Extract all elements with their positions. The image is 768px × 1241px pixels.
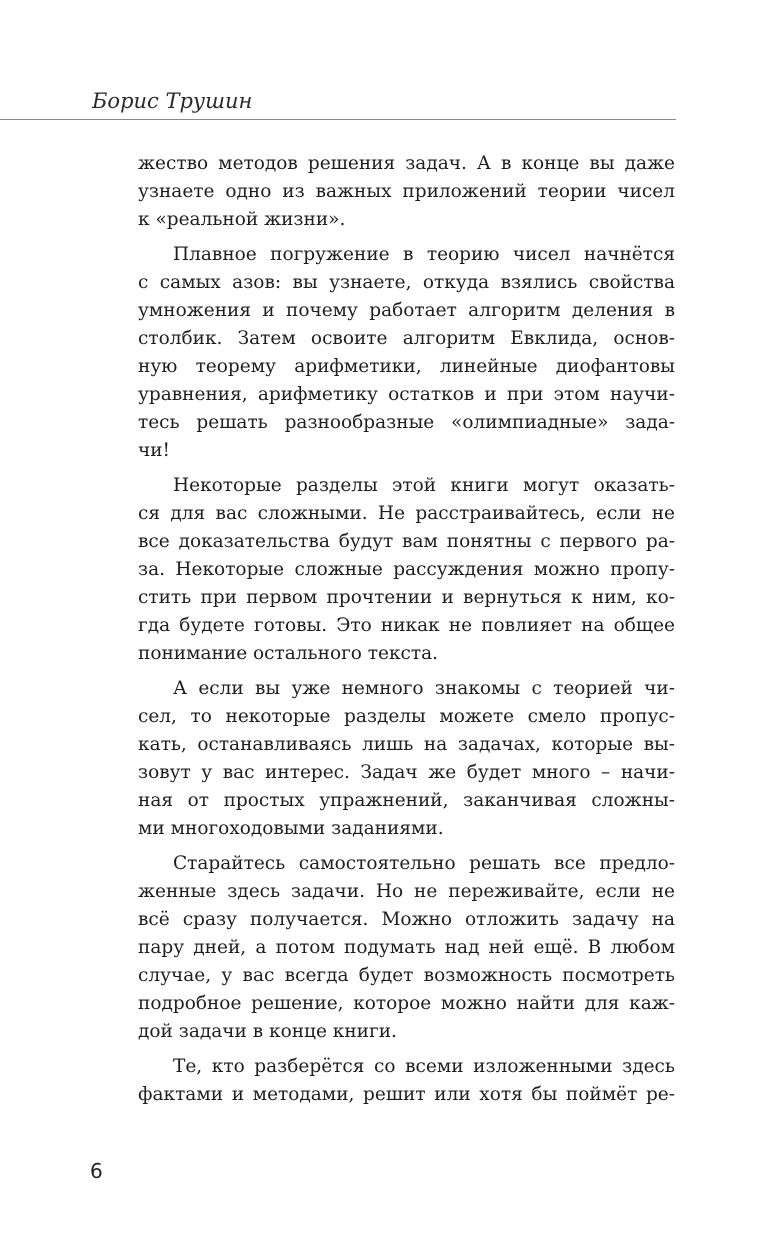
text-line: случае, у вас всегда будет возможность посмотреть [138,965,675,986]
text-line: ную теорему арифметики, линейные диофантовы [138,356,675,377]
text-line: женные здесь задачи. Но не переживайте, если не [138,881,675,902]
text-line: уравнения, арифметику остатков и при этом научи- [138,384,675,405]
text-line: Некоторые разделы этой книги могут оказать- [173,475,675,496]
page-number: 6 [90,1159,103,1183]
text-line: узнаете одно из важных приложений теории чисел [138,181,675,202]
body-text [138,150,675,1116]
text-line: А если вы уже немного знакомы с теорией чи- [173,678,675,699]
header-rule [0,119,676,120]
text-line: подробное решение, которое можно найти для каж- [138,993,675,1014]
text-line: чи! [138,440,170,461]
text-line: гда будете готовы. Это никак не повлияет на общее [138,615,675,636]
text-line: ся для вас сложными. Не расстраивайтесь, если не [138,503,675,524]
paragraph [138,850,675,1046]
text-line: сел, то некоторые разделы можете смело пропус- [138,706,675,727]
running-head: Борис Трушин [92,89,253,113]
text-line: зовут у вас интерес. Задач же будет много – начи- [138,762,675,783]
text-line: дой задачи в конце книги. [138,1021,397,1042]
text-line: стить при первом прочтении и вернуться к ним, ко- [138,587,675,608]
text-line: с самых азов: вы узнаете, откуда взялись свойства [138,272,675,293]
text-line: к «реальной жизни». [138,209,346,230]
text-line: умножения и почему работает алгоритм деления в [138,300,675,321]
text-line: столбик. Затем освоите алгоритм Евклида, основ- [138,328,675,349]
text-line: фактами и методами, решит или хотя бы поймёт ре- [138,1084,675,1105]
paragraph [138,675,675,843]
text-line: жество методов решения задач. А в конце вы даже [138,153,675,174]
paragraph [138,472,675,668]
text-line: Старайтесь самостоятельно решать все предло- [173,853,675,874]
text-line: за. Некоторые сложные рассуждения можно пропу- [138,559,675,580]
text-line: кать, останавливаясь лишь на задачах, которые вы- [138,734,675,755]
paragraph [138,1053,675,1109]
text-line: понимание остального текста. [138,643,439,664]
text-line: тесь решать разнообразные «олимпиадные» зада- [138,412,675,433]
text-line: ми многоходовыми заданиями. [138,818,444,839]
paragraph [138,150,675,234]
text-line: Те, кто разберётся со всеми изложенными здесь [173,1056,675,1077]
text-line: всё сразу получается. Можно отложить задачу на [138,909,675,930]
text-line: пару дней, а потом подумать над ней ещё. В любом [138,937,675,958]
text-line: все доказательства будут вам понятны с первого ра- [138,531,675,552]
text-line: Плавное погружение в теорию чисел начнётся [173,244,675,265]
text-line: ная от простых упражнений, заканчивая сложны- [138,790,675,811]
paragraph [138,241,675,465]
